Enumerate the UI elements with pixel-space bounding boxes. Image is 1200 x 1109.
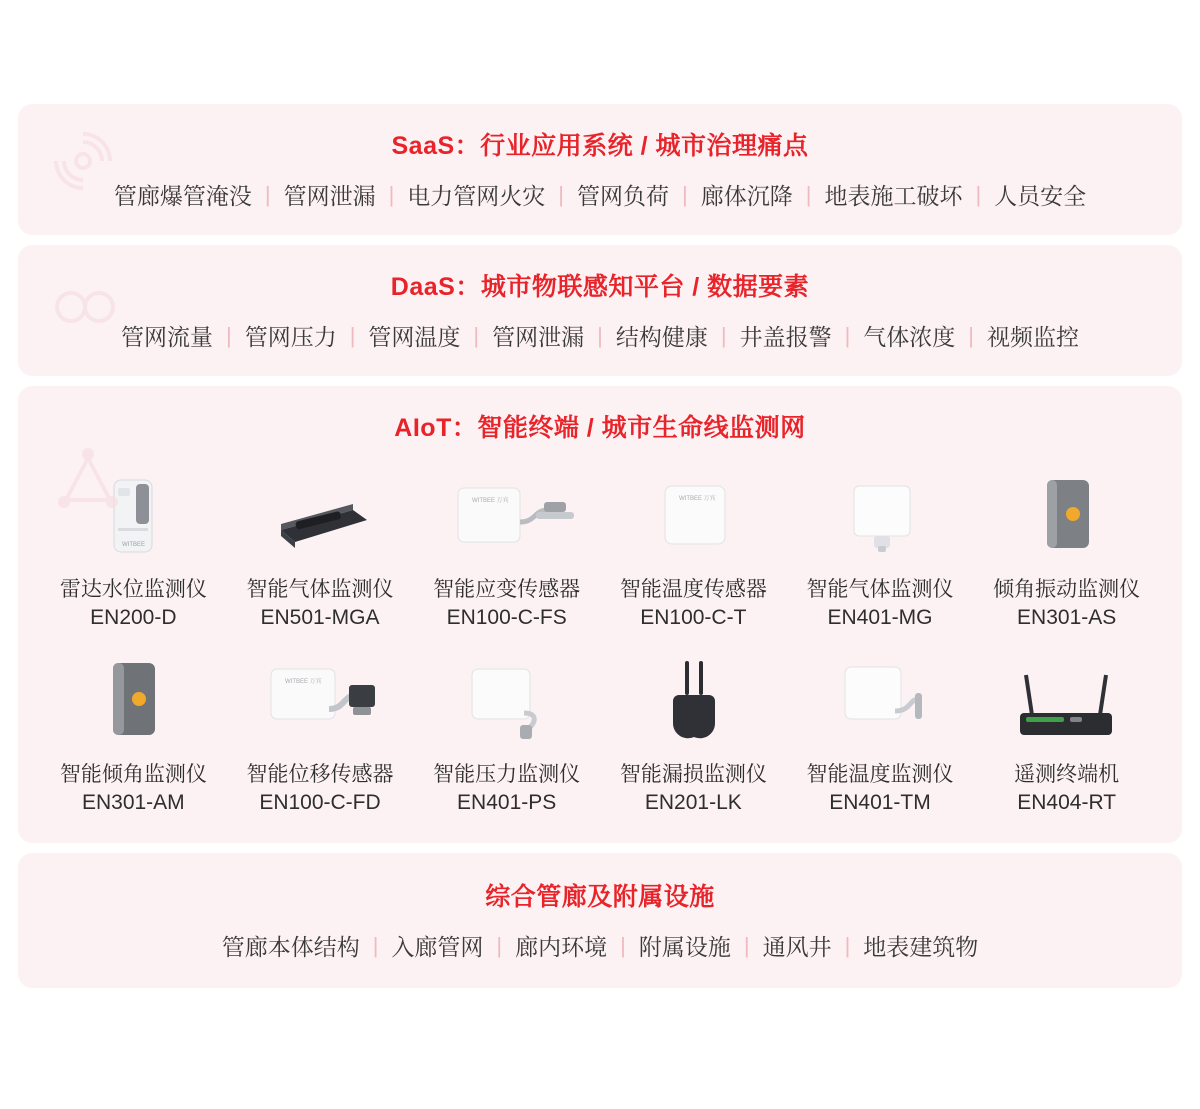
chip-item[interactable]: 井盖报警	[739, 324, 832, 350]
radar-waves-icon	[52, 130, 114, 197]
device-model: EN401-TM	[829, 791, 931, 815]
device-model: EN100-C-FS	[446, 606, 567, 630]
layer-title-aiot	[18, 386, 1182, 448]
device-card[interactable]	[787, 462, 974, 633]
svg-text:WITBEE: WITBEE	[122, 542, 146, 548]
rtu-router-icon	[992, 647, 1142, 751]
chip-item[interactable]: 通风井	[762, 934, 832, 961]
pressure-monitor-icon	[442, 647, 572, 751]
device-name: 智能气体监测仪	[246, 578, 394, 601]
layer-title-infrastructure	[18, 853, 1182, 917]
chip-item[interactable]: 管网流量	[120, 324, 213, 350]
device-card[interactable]	[973, 647, 1160, 818]
layer-subtitle-aiot: 智能终端 / 城市生命线监测网	[477, 414, 806, 442]
device-model: EN401-PS	[457, 791, 557, 815]
chip-separator: |	[264, 181, 271, 207]
device-name: 倾角振动监测仪	[993, 578, 1141, 601]
strain-sensor-icon	[432, 462, 582, 566]
svg-text:WITBEE 万宾: WITBEE 万宾	[679, 496, 716, 502]
chip-item[interactable]: 廊内环境	[515, 934, 608, 961]
chip-row-saas	[18, 166, 1182, 235]
chip-item[interactable]: 地表施工破坏	[824, 183, 963, 209]
tilt-vibration-icon	[1017, 462, 1117, 566]
chip-item[interactable]: 电力管网火灾	[407, 183, 546, 209]
network-nodes-icon	[52, 444, 124, 519]
device-card[interactable]	[40, 647, 227, 818]
device-model: EN404-RT	[1017, 791, 1117, 815]
device-model: EN301-AM	[81, 791, 185, 815]
layer-subtitle-saas: 行业应用系统 / 城市治理痛点	[480, 132, 809, 160]
chip-separator: |	[558, 181, 564, 207]
chip-separator: |	[743, 932, 750, 958]
chip-item[interactable]: 附属设施	[638, 934, 731, 961]
chip-separator: |	[496, 932, 503, 958]
chip-separator: |	[597, 322, 603, 348]
layer-daas	[18, 245, 1182, 376]
svg-text:WITBEE 万宾: WITBEE 万宾	[284, 678, 322, 685]
chip-item[interactable]: 管网泄漏	[283, 183, 376, 209]
device-card[interactable]	[413, 462, 600, 633]
layer-subtitle-daas: 城市物联感知平台 / 数据要素	[480, 273, 810, 301]
chip-item[interactable]: 廊体沉降	[700, 183, 793, 209]
device-name: 智能倾角监测仪	[59, 762, 207, 786]
device-name: 智能应变传感器	[433, 578, 581, 601]
chip-separator: |	[473, 322, 480, 348]
device-card[interactable]	[600, 462, 787, 633]
layer-tag-daas: DaaS：	[390, 273, 481, 301]
chip-item[interactable]: 管网温度	[368, 324, 461, 350]
chip-item[interactable]: 管网压力	[244, 324, 337, 350]
chip-item[interactable]: 管廊爆管淹没	[113, 183, 252, 209]
layer-title-daas	[18, 245, 1182, 307]
chip-separator: |	[372, 932, 379, 958]
layer-aiot	[18, 386, 1182, 843]
device-card[interactable]	[787, 647, 974, 818]
leak-monitor-icon	[643, 647, 743, 751]
layer-subtitle-infrastructure: 综合管廊及附属设施	[485, 883, 715, 912]
device-name: 智能位移传感器	[246, 762, 394, 786]
chip-item[interactable]: 结构健康	[615, 324, 708, 350]
chip-separator: |	[682, 181, 688, 207]
chip-separator: |	[225, 322, 232, 348]
chip-item[interactable]: 地表建筑物	[863, 934, 979, 961]
chip-item[interactable]: 视频监控	[987, 324, 1080, 350]
temperature-monitor-icon	[815, 647, 945, 751]
gas-monitor-icon	[820, 462, 940, 566]
device-card[interactable]	[413, 647, 600, 818]
chip-row-infrastructure	[18, 917, 1182, 988]
layer-saas	[18, 104, 1182, 235]
layer-title-saas	[18, 104, 1182, 166]
device-name: 雷达水位监测仪	[59, 578, 207, 601]
chip-item[interactable]: 管网负荷	[577, 183, 669, 209]
chip-item[interactable]: 人员安全	[994, 183, 1087, 209]
device-model: EN301-AS	[1017, 606, 1117, 630]
infinity-icon	[52, 285, 122, 334]
device-name: 智能漏损监测仪	[619, 762, 767, 786]
chip-separator: |	[620, 932, 626, 958]
chip-row-daas	[18, 307, 1182, 376]
chip-item[interactable]: 气体浓度	[863, 324, 956, 350]
layer-infrastructure	[18, 853, 1182, 988]
device-card[interactable]	[227, 647, 414, 818]
chip-separator: |	[805, 181, 812, 207]
device-card[interactable]	[227, 462, 414, 633]
device-name: 遥测终端机	[1014, 762, 1120, 786]
chip-separator: |	[975, 181, 982, 207]
layer-stack	[18, 104, 1182, 998]
chip-separator: |	[349, 322, 356, 348]
chip-item[interactable]: 管网泄漏	[492, 324, 585, 350]
gas-detector-icon	[255, 462, 385, 566]
device-model: EN200-D	[90, 606, 177, 630]
device-card[interactable]	[600, 647, 787, 818]
chip-separator: |	[968, 322, 975, 348]
chip-item[interactable]: 管廊本体结构	[221, 934, 360, 961]
device-model: EN401-MG	[827, 606, 933, 630]
device-name: 智能气体监测仪	[806, 578, 954, 601]
device-card[interactable]	[973, 462, 1160, 633]
chip-separator: |	[844, 322, 851, 348]
chip-item[interactable]: 入廊管网	[391, 934, 484, 961]
device-name: 智能温度传感器	[619, 578, 767, 601]
device-grid	[18, 448, 1182, 843]
svg-text:WITBEE 万宾: WITBEE 万宾	[471, 498, 509, 504]
chip-separator: |	[844, 932, 851, 958]
device-model: EN100-C-FD	[259, 791, 381, 815]
device-model: EN501-MGA	[260, 606, 380, 630]
displacement-sensor-icon	[245, 647, 395, 751]
device-model: EN201-LK	[644, 791, 742, 815]
layer-tag-saas: SaaS：	[391, 132, 481, 160]
chip-separator: |	[720, 322, 727, 348]
temperature-sensor-icon	[633, 462, 753, 566]
device-name: 智能温度监测仪	[806, 762, 954, 786]
chip-separator: |	[388, 181, 395, 207]
tilt-monitor-icon	[83, 647, 183, 751]
device-name: 智能压力监测仪	[433, 762, 581, 786]
layer-tag-aiot: AIoT：	[394, 414, 478, 442]
device-model: EN100-C-T	[640, 606, 747, 630]
